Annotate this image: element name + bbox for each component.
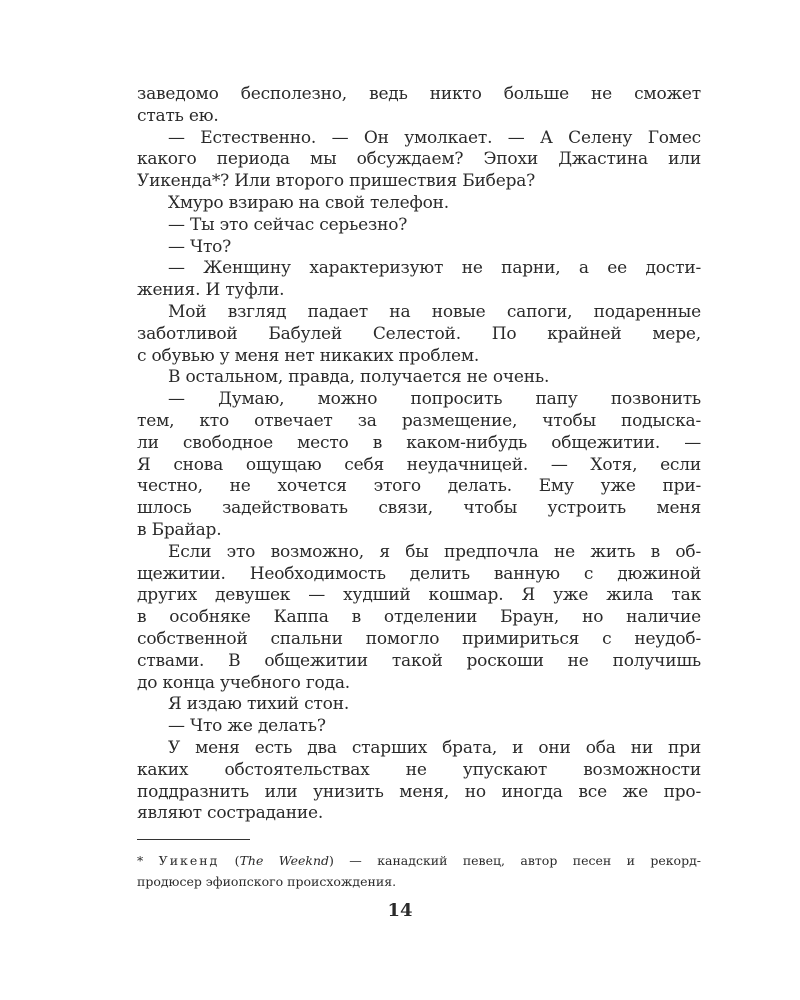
page-number: 14 <box>387 900 413 921</box>
text-line: ли свободное место в каком-нибудь общежитии. — <box>137 432 701 453</box>
text-line: Я снова ощущаю себя неудачницей. — Хотя, если <box>137 454 701 475</box>
text-line: — Думаю, можно попросить папу позвонить <box>168 389 701 410</box>
footnote-original-name: The Weeknd <box>239 853 330 868</box>
text-line: каких обстоятельствах не упускают возможности <box>137 759 701 780</box>
text-line: щежитии. Необходимость делить ванную с дюжиной <box>137 563 701 584</box>
text-line: какого периода мы обсуждаем? Эпохи Джастина или <box>137 149 701 170</box>
text-line: других девушек — худший кошмар. Я уже жила так <box>137 585 701 606</box>
text-line: жения. И туфли. <box>137 280 285 301</box>
text-line: заведомо бесполезно, ведь никто больше не сможет <box>137 84 701 104</box>
text-line: — Что же делать? <box>168 716 326 737</box>
footnote-line-1 <box>137 850 701 871</box>
text-line: В остальном, правда, получается не очень. <box>168 367 550 388</box>
text-line: тем, кто отвечает за размещение, чтобы подыска- <box>137 410 701 431</box>
footnote-marker: * <box>137 853 144 868</box>
text-line: стать ею. <box>137 105 219 126</box>
footnote <box>137 850 701 892</box>
text-line: в Брайар. <box>137 519 222 540</box>
text-line: Хмуро взираю на свой телефон. <box>168 192 449 213</box>
text-line: поддразнить или унизить меня, но иногда все же про- <box>137 781 701 802</box>
footnote-open-paren: ( <box>219 853 240 868</box>
text-line: до конца учебного года. <box>137 672 350 693</box>
text-line: честно, не хочется этого делать. Ему уже при- <box>137 476 701 497</box>
text-line: — Что? <box>168 236 232 257</box>
text-line: Мой взгляд падает на новые сапоги, подаренные <box>168 301 701 322</box>
text-line: — Естественно. — Он умолкает. — А Селену Гомес <box>168 127 701 148</box>
text-line: Уикенда*? Или второго пришествия Бибера? <box>137 171 536 192</box>
text-line: собственной спальни помогло примириться с неудоб- <box>137 628 701 649</box>
text-line: заботливой Бабулей Селестой. По крайней мере, <box>137 323 701 344</box>
text-line: ствами. В общежитии такой роскоши не получишь <box>137 650 701 671</box>
text-line: Если это возможно, я бы предпочла не жить в об- <box>168 541 701 562</box>
text-line: У меня есть два старших брата, и они оба ни при <box>168 737 701 758</box>
text-line: в особняке Каппа в отделении Браун, но наличие <box>137 607 701 628</box>
footnote-line-2: продюсер эфиопского происхождения. <box>137 874 397 889</box>
text-line: — Ты это сейчас серьезно? <box>168 214 408 235</box>
text-line: — Женщину характеризуют не парни, а ее дости- <box>168 258 701 279</box>
text-line: с обувью у меня нет никаких проблем. <box>137 345 480 366</box>
body-text <box>137 84 701 825</box>
footnote-line1-rest: ) — канадский певец, автор песен и рекорд- <box>329 853 702 868</box>
text-line: являют сострадание. <box>137 803 324 824</box>
footnote-term: Уикенд <box>158 853 220 868</box>
text-line: шлось задействовать связи, чтобы устроить меня <box>137 498 701 519</box>
text-line: Я издаю тихий стон. <box>168 694 350 715</box>
footnote-separator <box>137 839 250 840</box>
